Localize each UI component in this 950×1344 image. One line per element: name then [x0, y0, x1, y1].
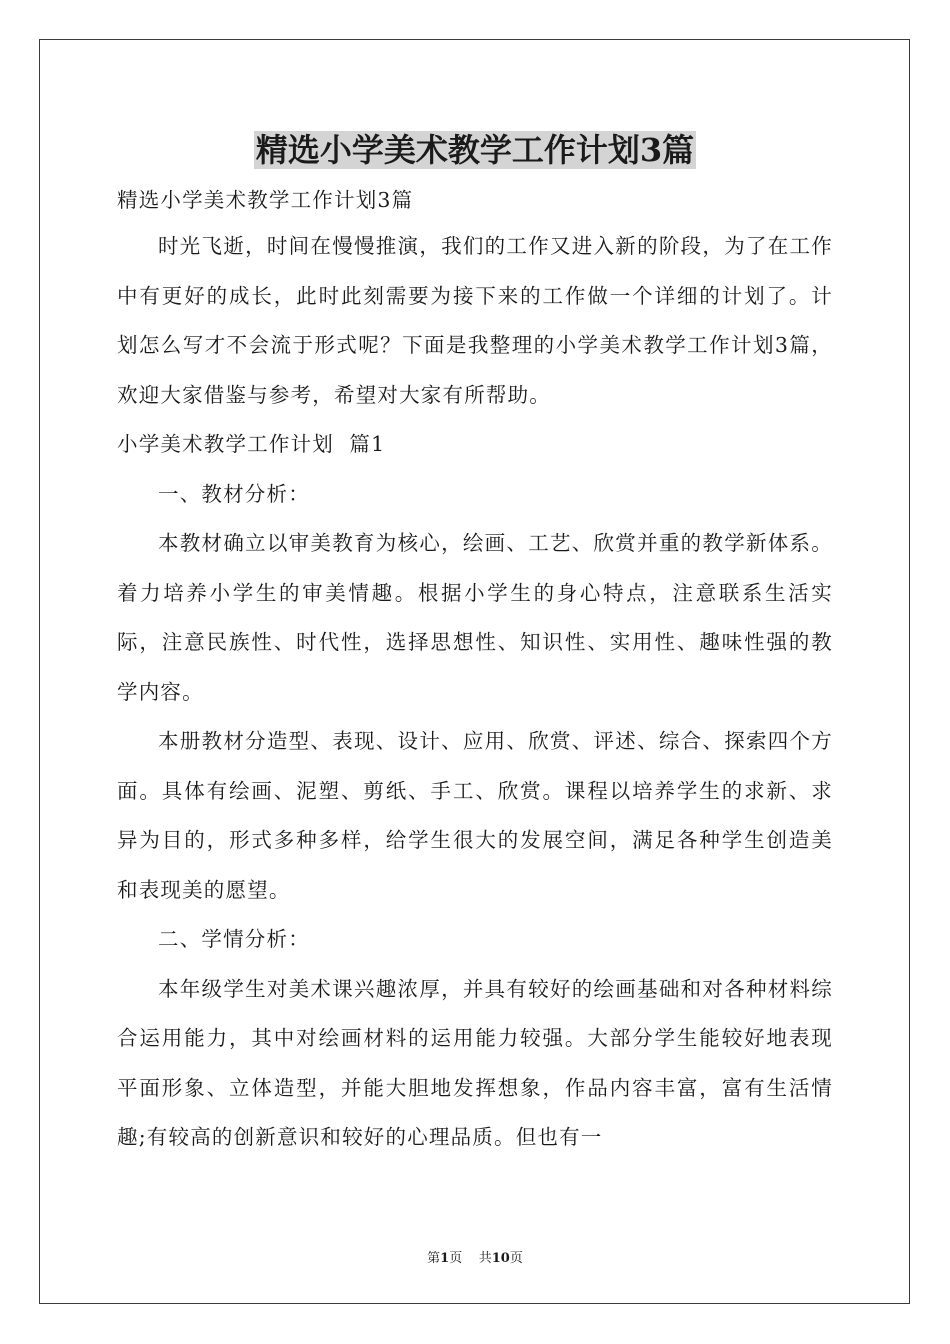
textbook-paragraph-1: 本教材确立以审美教育为核心，绘画、工艺、欣赏并重的教学新体系。着力培养小学生的审美情趣。根据小学生的身心特点，注意联系生活实际，注意民族性、时代性，选择思想性、知识性、实用性、趣味性强的教学内容。 — [117, 531, 833, 704]
footer-page-prefix: 第 — [427, 1251, 441, 1266]
textbook-paragraph-2: 本册教材分造型、表现、设计、应用、欣赏、评述、综合、探索四个方面。具体有绘画、泥塑、剪纸、手工、欣赏。课程以培养学生的求新、求异为目的，形式多种多样，给学生很大的发展空间，满足各种学生创造美和表现美的愿望。 — [117, 729, 833, 902]
document-title-text: 精选小学美术教学工作计划3篇 — [255, 131, 695, 169]
footer-page-number: 1 — [440, 1251, 450, 1266]
section-heading-1: 小学美术教学工作计划 篇1 — [117, 432, 386, 456]
student-paragraph-1: 本年级学生对美术课兴趣浓厚，并具有较好的绘画基础和对各种材料综合运用能力，其中对绘画材料的运用能力较强。大部分学生能较好地表现平面形象、立体造型，并能大胆地发挥想象，作品内容丰富，富有生活情趣;有较高的创新意识和较好的心理品质。但也有一 — [117, 976, 833, 1149]
intro-paragraph: 时光飞逝，时间在慢慢推演，我们的工作又进入新的阶段，为了在工作中有更好的成长，此时此刻需要为接下来的工作做一个详细的计划了。计划怎么写才不会流于形式呢？下面是我整理的小学美术教学工作计划3篇，欢迎大家借鉴与参考，希望对大家有所帮助。 — [117, 234, 833, 407]
footer-total-prefix: 共 — [478, 1251, 492, 1266]
footer-total-pages: 10 — [491, 1251, 510, 1266]
page-footer — [0, 1247, 950, 1266]
document-title — [0, 128, 950, 172]
footer-total-suffix: 页 — [509, 1251, 523, 1266]
part-heading-textbook-analysis: 一、教材分析： — [158, 481, 310, 506]
part-heading-student-analysis: 二、学情分析： — [158, 927, 310, 951]
footer-page-suffix: 页 — [449, 1251, 463, 1266]
document-subtitle: 精选小学美术教学工作计划3篇 — [117, 188, 414, 212]
document-body — [117, 178, 833, 1163]
